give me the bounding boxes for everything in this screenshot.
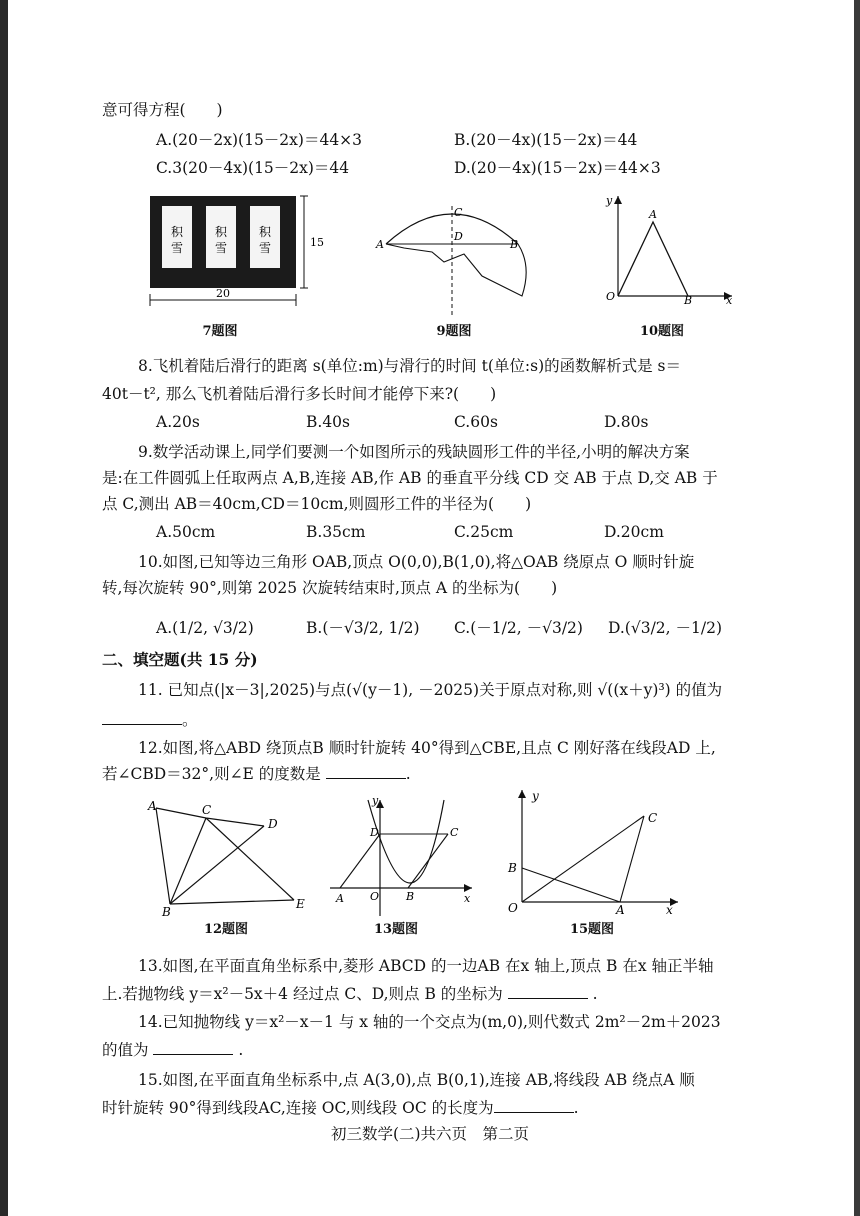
fig9-label-a: A [376, 238, 384, 251]
fig7-dim-height: 15 [310, 236, 324, 249]
q13-blank[interactable] [508, 984, 588, 999]
q15-line1: 15.如图,在平面直角坐标系中,点 A(3,0),点 B(0,1),连接 AB,将线段 AB 绕点A 顺 [138, 1071, 695, 1089]
q11-blank[interactable] [102, 710, 182, 725]
q8-option-a: A.20s [156, 413, 200, 431]
q10-option-c: C.(－1/2, －√3/2) [454, 619, 583, 637]
figure-9 [372, 196, 532, 322]
q9-line1: 9.数学活动课上,同学们要测一个如图所示的残缺圆形工件的半径,小明的解决方案 [138, 443, 690, 461]
q8-option-d: D.80s [604, 413, 649, 431]
q9-option-c: C.25cm [454, 523, 514, 541]
svg-text:积: 积 [258, 225, 272, 239]
q10-line1: 10.如图,已知等边三角形 OAB,顶点 O(0,0),B(1,0),将△OAB 绕原点 O 顺时针旋 [138, 553, 695, 571]
q9-option-d: D.20cm [604, 523, 664, 541]
fig9-label-b: B [510, 238, 519, 251]
q10-option-b: B.(－√3/2, 1/2) [306, 619, 420, 637]
q13-line1: 13.如图,在平面直角坐标系中,菱形 ABCD 的一边AB 在x 轴上,顶点 B 在x 轴正半轴 [138, 957, 714, 975]
fig13-label-o: O [370, 890, 380, 903]
fig9-label-c: C [454, 206, 463, 219]
fig12-label-d: D [268, 817, 278, 831]
q7-option-a: A.(20－2x)(15－2x)＝44×3 [156, 131, 363, 149]
fig7-caption: 7题图 [202, 324, 238, 339]
fig10-label-b: B [684, 294, 693, 304]
fig9-label-d: D [454, 230, 463, 243]
q7-option-d: D.(20－4x)(15－2x)＝44×3 [454, 159, 661, 177]
fig15-label-a: A [616, 903, 625, 916]
figure-12 [146, 796, 316, 916]
figure-15 [496, 786, 686, 916]
fig12-caption: 12题图 [203, 922, 249, 937]
q9-line2: 是:在工件圆弧上任取两点 A,B,连接 AB,作 AB 的垂直平分线 CD 交 AB 于点 D,交 AB 于 [102, 469, 718, 487]
fig10-label-a: A [649, 208, 657, 221]
section-heading: 二、填空题(共 15 分) [102, 650, 258, 669]
fig10-label-o: O [606, 290, 616, 303]
q14-blank[interactable] [153, 1040, 233, 1055]
q14-line2: 的值为 . [102, 1041, 244, 1059]
fig10-caption: 10题图 [639, 324, 685, 339]
q10-line2: 转,每次旋转 90°,则第 2025 次旋转结束时,顶点 A 的坐标为( ) [102, 579, 558, 597]
fig15-label-b: B [508, 861, 517, 875]
q10-option-d: D.(√3/2, －1/2) [608, 619, 723, 637]
q13-line2: 上.若抛物线 y＝x²－5x＋4 经过点 C、D,则点 B 的坐标为 . [102, 985, 598, 1003]
fig12-label-b: B [162, 905, 171, 916]
q7-option-c: C.3(20－4x)(15－2x)＝44 [156, 159, 350, 177]
fig15-label-x: x [666, 903, 673, 916]
scan-right-edge [854, 0, 860, 1216]
figure-13 [326, 796, 476, 920]
fig15-label-y: y [532, 789, 539, 803]
fig12-label-a: A [148, 799, 157, 813]
q10-option-a: A.(1/2, √3/2) [156, 619, 254, 637]
fig13-label-b: B [406, 890, 415, 903]
q12-line2: 若∠CBD＝32°,则∠E 的度数是 . [102, 765, 411, 783]
fig13-label-y: y [372, 796, 379, 807]
q8-line1: 8.飞机着陆后滑行的距离 s(单位:m)与滑行的时间 t(单位:s)的函数解析式是 s＝ [138, 357, 681, 375]
fig13-label-x: x [464, 892, 471, 905]
q12-blank[interactable] [326, 764, 406, 779]
q11-answer-line: 。 [102, 710, 198, 730]
q11-line1: 11. 已知点(|x－3|,2025)与点(√(y－1), －2025)关于原点对称,则 √((x＋y)³) 的值为 [138, 681, 723, 699]
fig13-caption: 13题图 [373, 922, 419, 937]
fig13-label-c: C [450, 826, 459, 839]
fig10-label-x: x [726, 294, 733, 304]
q14-line1: 14.已知抛物线 y＝x²－x－1 与 x 轴的一个交点为(m,0),则代数式 2m²－2m＋2023 [138, 1013, 721, 1031]
q12-line1: 12.如图,将△ABD 绕顶点B 顺时针旋转 40°得到△CBE,且点 C 刚好落在线段AD 上, [138, 739, 716, 757]
figure-7 [140, 188, 330, 318]
fig15-caption: 15题图 [569, 922, 615, 937]
fig13-label-a: A [336, 892, 344, 905]
svg-text:积: 积 [214, 225, 228, 239]
svg-text:雪: 雪 [258, 241, 272, 255]
svg-text:雪: 雪 [170, 241, 184, 255]
svg-text:雪: 雪 [214, 241, 228, 255]
fig7-text: 积 [170, 225, 184, 239]
q7-option-b: B.(20－4x)(15－2x)＝44 [454, 131, 638, 149]
q9-line3: 点 C,测出 AB＝40cm,CD＝10cm,则圆形工件的半径为( ) [102, 495, 532, 513]
q9-option-b: B.35cm [306, 523, 366, 541]
q9-option-a: A.50cm [156, 523, 216, 541]
q8-option-c: C.60s [454, 413, 498, 431]
fig15-label-c: C [648, 811, 658, 825]
q15-line2: 时针旋转 90°得到线段AC,连接 OC,则线段 OC 的长度为 . [102, 1099, 579, 1117]
q8-option-b: B.40s [306, 413, 350, 431]
q8-line2: 40t－t², 那么飞机着陆后滑行多长时间才能停下来?( ) [102, 385, 497, 403]
fig12-label-e: E [296, 897, 305, 911]
fig9-caption: 9题图 [436, 324, 472, 339]
fig15-label-o: O [508, 901, 518, 915]
fig13-label-d: D [370, 826, 379, 839]
fig10-label-y: y [606, 194, 613, 207]
scan-left-edge [0, 0, 8, 1216]
fig7-dim-width: 20 [216, 287, 230, 300]
figure-10 [600, 192, 740, 304]
fig12-label-c: C [202, 803, 212, 817]
q15-blank[interactable] [494, 1098, 574, 1113]
page-footer: 初三数学(二)共六页 第二页 [330, 1125, 530, 1143]
q7-stem-tail: 意可得方程( ) [102, 101, 223, 119]
